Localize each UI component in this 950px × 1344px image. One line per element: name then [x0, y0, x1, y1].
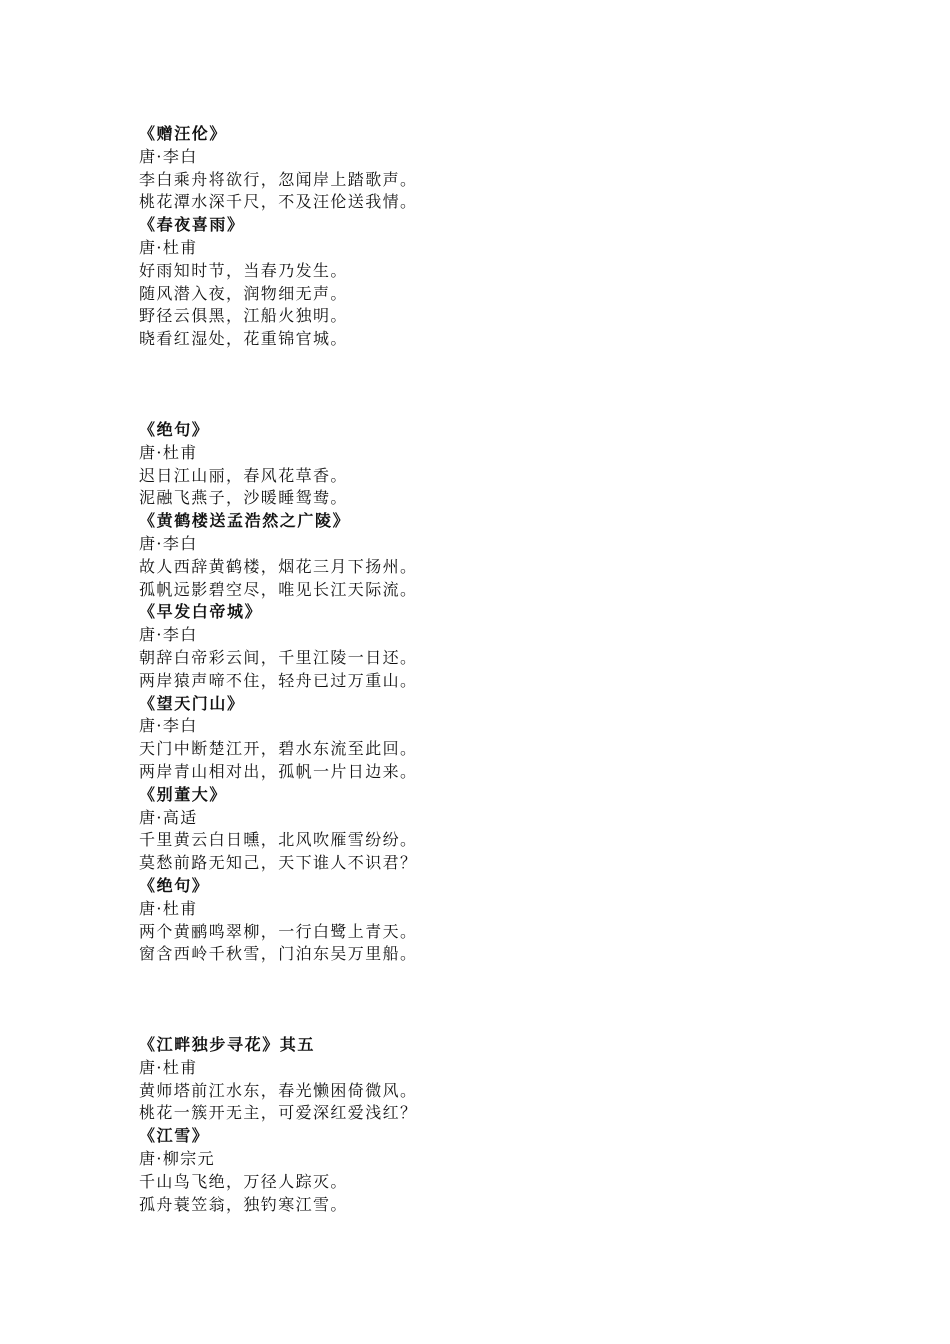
- poem: [139, 693, 859, 784]
- poem: [139, 601, 859, 692]
- poem-author: 唐·柳宗元: [139, 1149, 216, 1169]
- poem-line: 迟日江山丽，春风花草香。: [139, 465, 348, 485]
- poem: [139, 1034, 859, 1125]
- section-gap: [139, 966, 859, 1034]
- poem-title: 《江畔独步寻花》其五: [139, 1035, 316, 1055]
- poem-title: 《早发白帝城》: [139, 602, 263, 622]
- poem-line: 黄师塔前江水东，春光懒困倚微风。: [139, 1080, 418, 1100]
- poem-line: 孤帆远影碧空尽，唯见长江天际流。: [139, 579, 418, 599]
- poem-title: 《春夜喜雨》: [139, 215, 245, 235]
- poem-author: 唐·杜甫: [139, 442, 198, 462]
- poem-title: 《望天门山》: [139, 693, 245, 713]
- poem-author: 唐·李白: [139, 146, 198, 166]
- poem-line: 野径云俱黑，江船火独明。: [139, 306, 348, 326]
- poem-title: 《绝句》: [139, 419, 210, 439]
- poem: [139, 419, 859, 510]
- poem-line: 窗含西岭千秋雪，门泊东吴万里船。: [139, 944, 418, 964]
- document-page: [139, 123, 859, 1216]
- poem-line: 晓看红湿处，花重锦官城。: [139, 329, 348, 349]
- poem-line: 千山鸟飞绝，万径人踪灭。: [139, 1171, 348, 1191]
- poem-author: 唐·高适: [139, 807, 198, 827]
- poem-line: 李白乘舟将欲行，忽闻岸上踏歌声。: [139, 169, 418, 189]
- poem-author: 唐·李白: [139, 716, 198, 736]
- poem-author: 唐·杜甫: [139, 898, 198, 918]
- poem-line: 故人西辞黄鹤楼，烟花三月下扬州。: [139, 556, 418, 576]
- poem-line: 莫愁前路无知己，天下谁人不识君？: [139, 853, 418, 873]
- poem-title: 《江雪》: [139, 1126, 210, 1146]
- poem-line: 孤舟蓑笠翁，独钓寒江雪。: [139, 1194, 348, 1214]
- poem-title: 《赠汪伦》: [139, 124, 228, 143]
- poem-line: 随风潜入夜，润物细无声。: [139, 283, 348, 303]
- poem: [139, 1125, 859, 1216]
- poem-line: 两岸青山相对出，孤帆一片日边来。: [139, 761, 418, 781]
- poem-title: 《别董大》: [139, 784, 228, 804]
- poem: [139, 123, 859, 214]
- poem-line: 泥融飞燕子，沙暖睡鸳鸯。: [139, 488, 348, 508]
- poem-author: 唐·杜甫: [139, 1057, 198, 1077]
- poem: [139, 784, 859, 875]
- poem-line: 朝辞白帝彩云间，千里江陵一日还。: [139, 647, 418, 667]
- poem-line: 桃花一簇开无主，可爱深红爱浅红？: [139, 1103, 418, 1123]
- poem-author: 唐·李白: [139, 533, 198, 553]
- poem-line: 天门中断楚江开，碧水东流至此回。: [139, 739, 418, 759]
- poem-title: 《黄鹤楼送孟浩然之广陵》: [139, 511, 351, 531]
- poem: [139, 875, 859, 966]
- poem-line: 好雨知时节，当春乃发生。: [139, 260, 348, 280]
- poem: [139, 214, 859, 351]
- poem-author: 唐·李白: [139, 625, 198, 645]
- poem-title: 《绝句》: [139, 875, 210, 895]
- section-gap: [139, 351, 859, 419]
- poem: [139, 510, 859, 601]
- poem-author: 唐·杜甫: [139, 237, 198, 257]
- poem-line: 两岸猿声啼不住，轻舟已过万重山。: [139, 670, 418, 690]
- poem-line: 桃花潭水深千尺，不及汪伦送我情。: [139, 192, 418, 212]
- poem-line: 两个黄鹂鸣翠柳，一行白鹭上青天。: [139, 921, 418, 941]
- poem-line: 千里黄云白日曛，北风吹雁雪纷纷。: [139, 830, 418, 850]
